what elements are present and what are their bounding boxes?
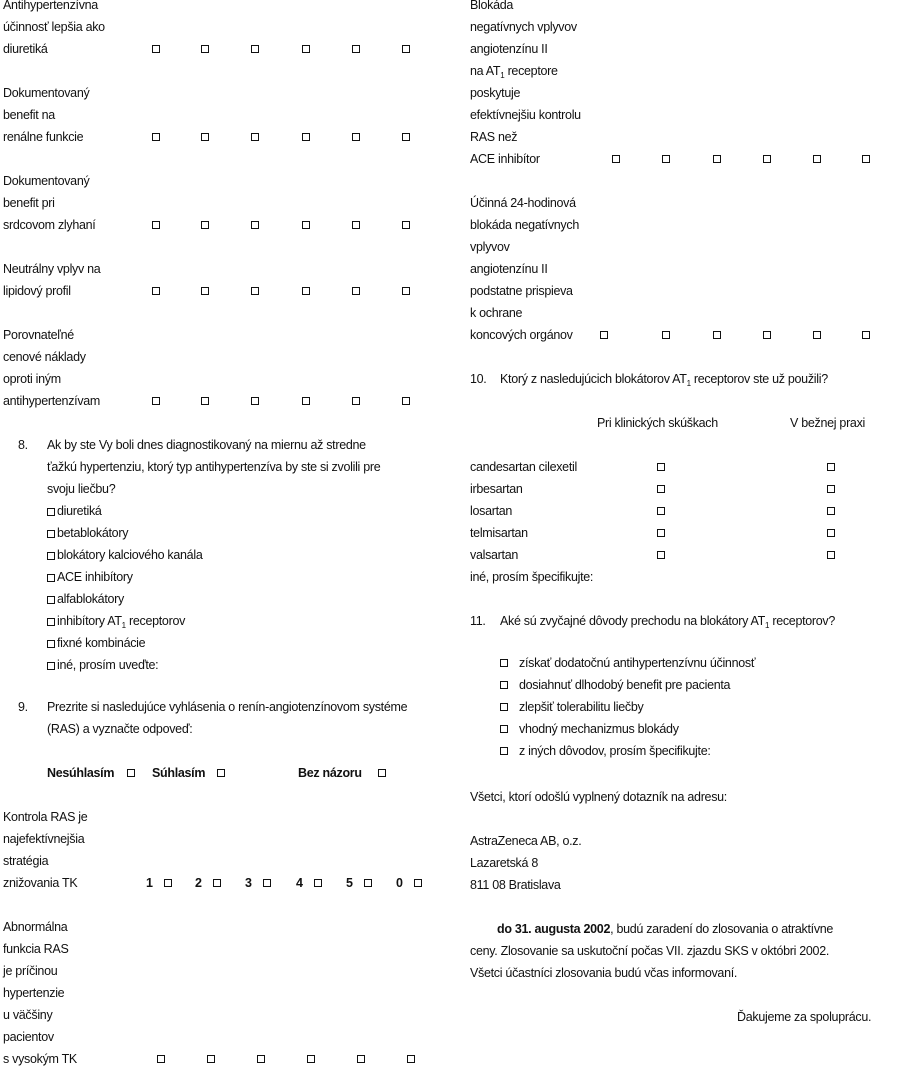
statement-line: Neutrálny vplyv na bbox=[3, 262, 101, 276]
rating-checkbox[interactable] bbox=[302, 45, 310, 53]
q10-col-trials: Pri klinických skúškach bbox=[597, 416, 718, 430]
q11-option-label: z iných dôvodov, prosím špecifikujte: bbox=[519, 744, 711, 758]
scale-neutral-label: Bez názoru bbox=[298, 766, 362, 780]
practice-checkbox[interactable] bbox=[827, 463, 835, 471]
statement-text: blokáda negatívnych bbox=[470, 218, 579, 232]
statement-line bbox=[470, 0, 581, 16]
q11-number: 11. bbox=[470, 614, 486, 628]
rating-checkbox[interactable] bbox=[302, 287, 310, 295]
scale-number: 3 bbox=[245, 876, 252, 890]
q8-option-checkbox[interactable] bbox=[47, 574, 55, 582]
rating-checkbox[interactable] bbox=[251, 133, 259, 141]
rating-checkbox[interactable] bbox=[152, 287, 160, 295]
trial-checkbox[interactable] bbox=[657, 507, 665, 515]
statement-line: Abnormálna bbox=[3, 920, 68, 934]
statement-line: Kontrola RAS je bbox=[3, 810, 88, 824]
rating-checkbox[interactable] bbox=[251, 45, 259, 53]
address-line-2: Lazaretská 8 bbox=[470, 856, 538, 870]
address-line-1: AstraZeneca AB, o.z. bbox=[470, 834, 582, 848]
scale-checkbox[interactable] bbox=[364, 879, 372, 887]
q8-option-checkbox[interactable] bbox=[47, 596, 55, 604]
q8-option bbox=[47, 500, 102, 522]
q8-option-label: betablokátory bbox=[57, 526, 129, 540]
drug-name: irbesartan bbox=[470, 482, 523, 496]
statement-line: benefit na bbox=[3, 108, 55, 122]
statement-line bbox=[470, 258, 579, 280]
rating-checkbox[interactable] bbox=[352, 221, 360, 229]
rating-checkbox[interactable] bbox=[862, 331, 870, 339]
statement-line: s vysokým TK bbox=[3, 1052, 77, 1066]
rating-checkbox[interactable] bbox=[251, 397, 259, 405]
rating-checkbox[interactable] bbox=[307, 1055, 315, 1063]
q11-option-label: vhodný mechanizmus blokády bbox=[519, 722, 679, 736]
statement-line bbox=[470, 324, 579, 346]
q8-option bbox=[47, 632, 145, 654]
practice-checkbox[interactable] bbox=[827, 551, 835, 559]
statement-line: Porovnateľné bbox=[3, 328, 74, 342]
scale-number: 5 bbox=[346, 876, 353, 890]
statement-line: stratégia bbox=[3, 854, 49, 868]
statement-line: antihypertenzívam bbox=[3, 394, 101, 408]
q8-option-checkbox[interactable] bbox=[47, 530, 55, 538]
drug-name: losartan bbox=[470, 504, 513, 518]
statement-line: Dokumentovaný bbox=[3, 174, 90, 188]
send-note: Všetci, ktorí odošlú vyplnený dotazník na adresu: bbox=[470, 790, 727, 804]
statement-text: angiotenzínu II bbox=[470, 262, 548, 276]
q9-statement-1 bbox=[3, 806, 87, 894]
trial-checkbox[interactable] bbox=[657, 529, 665, 537]
q9-line-2: (RAS) a vyznačte odpoveď: bbox=[47, 722, 193, 736]
rating-checkbox[interactable] bbox=[813, 331, 821, 339]
q11-option-checkbox[interactable] bbox=[500, 659, 508, 667]
scale-checkbox[interactable] bbox=[414, 879, 422, 887]
q8-option-subscript: 1 bbox=[121, 621, 126, 630]
q8-option-checkbox[interactable] bbox=[47, 508, 55, 516]
statement-line: oproti iným bbox=[3, 372, 61, 386]
rating-checkbox[interactable] bbox=[152, 133, 160, 141]
statement-text: negatívnych vplyvov bbox=[470, 20, 577, 34]
draw-deadline: do 31. augusta 2002 bbox=[497, 922, 611, 936]
scale-checkbox[interactable] bbox=[213, 879, 221, 887]
scale-disagree-checkbox[interactable] bbox=[127, 769, 135, 777]
rating-checkbox[interactable] bbox=[662, 331, 670, 339]
q11-option-checkbox[interactable] bbox=[500, 747, 508, 755]
rating-checkbox[interactable] bbox=[402, 287, 410, 295]
rating-checkbox[interactable] bbox=[402, 133, 410, 141]
left-statement bbox=[3, 82, 89, 148]
statement-line: diuretiká bbox=[3, 42, 48, 56]
rating-checkbox[interactable] bbox=[257, 1055, 265, 1063]
scale-checkbox[interactable] bbox=[314, 879, 322, 887]
statement-line bbox=[470, 126, 581, 148]
statement-line bbox=[470, 236, 579, 258]
rating-checkbox[interactable] bbox=[207, 1055, 215, 1063]
drug-name: telmisartan bbox=[470, 526, 528, 540]
q10-col-practice: V bežnej praxi bbox=[790, 416, 866, 430]
rating-checkbox[interactable] bbox=[402, 397, 410, 405]
rating-checkbox[interactable] bbox=[201, 133, 209, 141]
statement-text: Blokáda bbox=[470, 0, 514, 12]
rating-checkbox[interactable] bbox=[201, 45, 209, 53]
scale-agree-label: Súhlasím bbox=[152, 766, 206, 780]
practice-checkbox[interactable] bbox=[827, 529, 835, 537]
statement-line bbox=[470, 148, 581, 170]
at-subscript: 1 bbox=[500, 71, 505, 80]
q11-option-checkbox[interactable] bbox=[500, 725, 508, 733]
right-statement bbox=[470, 0, 581, 170]
statement-line: najefektívnejšia bbox=[3, 832, 85, 846]
rating-checkbox[interactable] bbox=[600, 331, 608, 339]
rating-checkbox[interactable] bbox=[302, 221, 310, 229]
q8-option-label: iné, prosím uveďte: bbox=[57, 658, 159, 672]
rating-checkbox[interactable] bbox=[402, 45, 410, 53]
statement-line bbox=[470, 280, 579, 302]
scale-number: 0 bbox=[396, 876, 403, 890]
scale-number: 4 bbox=[296, 876, 303, 890]
statement-text: poskytuje bbox=[470, 86, 521, 100]
address-line-3: 811 08 Bratislava bbox=[470, 878, 561, 892]
q8-option bbox=[47, 544, 202, 566]
left-statement bbox=[3, 170, 95, 236]
q9-number: 9. bbox=[18, 700, 28, 714]
q8-option bbox=[47, 566, 133, 588]
q8-option-label: inhibítory AT bbox=[57, 614, 122, 628]
q8-option-label: ACE inhibítory bbox=[57, 570, 133, 584]
q10-question bbox=[500, 368, 828, 395]
q10-other: iné, prosím špecifikujte: bbox=[470, 570, 594, 584]
rating-checkbox[interactable] bbox=[763, 331, 771, 339]
left-statement bbox=[3, 324, 100, 412]
statement-text: angiotenzínu II bbox=[470, 42, 548, 56]
statement-line bbox=[470, 214, 579, 236]
statement-text: podstatne prispieva bbox=[470, 284, 573, 298]
statement-line bbox=[470, 302, 579, 324]
q11-option-checkbox[interactable] bbox=[500, 703, 508, 711]
statement-line: srdcovom zlyhaní bbox=[3, 218, 96, 232]
statement-text: vplyvov bbox=[470, 240, 510, 254]
rating-checkbox[interactable] bbox=[201, 221, 209, 229]
scale-disagree-label: Nesúhlasím bbox=[47, 766, 115, 780]
q8-option bbox=[47, 588, 124, 610]
practice-checkbox[interactable] bbox=[827, 485, 835, 493]
trial-checkbox[interactable] bbox=[657, 485, 665, 493]
q8-option-suffix: receptorov bbox=[125, 614, 186, 628]
draw-line-3: Všetci účastníci zlosovania budú včas informovaní. bbox=[470, 966, 738, 980]
statement-line bbox=[470, 82, 581, 104]
scale-neutral-checkbox[interactable] bbox=[378, 769, 386, 777]
q11-option-label: dosiahnuť dlhodobý benefit pre pacienta bbox=[519, 678, 731, 692]
left-statement bbox=[3, 258, 100, 302]
rating-checkbox[interactable] bbox=[813, 155, 821, 163]
statement-line: účinnosť lepšia ako bbox=[3, 20, 105, 34]
q8-option-checkbox[interactable] bbox=[47, 662, 55, 670]
q8-line-1: Ak by ste Vy boli dnes diagnostikovaný na miernu až stredne bbox=[47, 438, 366, 452]
q11-question bbox=[500, 610, 835, 637]
thanks: Ďakujeme za spoluprácu. bbox=[737, 1010, 872, 1024]
q10-number: 10. bbox=[470, 372, 487, 386]
rating-checkbox[interactable] bbox=[152, 45, 160, 53]
draw-line-1-rest: , budú zaradení do zlosovania o atraktívne bbox=[610, 922, 834, 936]
statement-line: znižovania TK bbox=[3, 876, 78, 890]
practice-checkbox[interactable] bbox=[827, 507, 835, 515]
rating-checkbox[interactable] bbox=[352, 397, 360, 405]
scale-number: 2 bbox=[195, 876, 202, 890]
rating-checkbox[interactable] bbox=[862, 155, 870, 163]
rating-checkbox[interactable] bbox=[713, 331, 721, 339]
statement-text: efektívnejšiu kontrolu bbox=[470, 108, 581, 122]
statement-line: je príčinou bbox=[3, 964, 58, 978]
q8-line-3: svoju liečbu? bbox=[47, 482, 116, 496]
q10-text-after: receptorov ste už použili? bbox=[690, 372, 828, 386]
statement-line: cenové náklady bbox=[3, 350, 86, 364]
draw-line-2: ceny. Zlosovanie sa uskutoční počas VII. zjazdu SKS v októbri 2002. bbox=[470, 944, 830, 958]
statement-line bbox=[470, 38, 581, 60]
right-statement bbox=[470, 192, 579, 346]
statement-line: Antihypertenzívna bbox=[3, 0, 98, 12]
rating-checkbox[interactable] bbox=[302, 397, 310, 405]
rating-checkbox[interactable] bbox=[201, 287, 209, 295]
q11-option-label: zlepšiť tolerabilitu liečby bbox=[519, 700, 644, 714]
rating-checkbox[interactable] bbox=[201, 397, 209, 405]
q11-option-label: získať dodatočnú antihypertenzívnu účinnosť bbox=[519, 656, 756, 670]
rating-checkbox[interactable] bbox=[402, 221, 410, 229]
rating-checkbox[interactable] bbox=[352, 45, 360, 53]
statement-text: na AT bbox=[470, 64, 501, 78]
statement-line bbox=[470, 104, 581, 126]
scale-number: 1 bbox=[146, 876, 153, 890]
left-statement bbox=[3, 0, 105, 60]
scale-checkbox[interactable] bbox=[164, 879, 172, 887]
rating-checkbox[interactable] bbox=[612, 155, 620, 163]
q8-option-label: fixné kombinácie bbox=[57, 636, 146, 650]
q11-text-before: Aké sú zvyčajné dôvody prechodu na blokátory AT bbox=[500, 614, 765, 628]
rating-checkbox[interactable] bbox=[251, 221, 259, 229]
rating-checkbox[interactable] bbox=[352, 133, 360, 141]
statement-line: funkcia RAS bbox=[3, 942, 69, 956]
statement-line: pacientov bbox=[3, 1030, 54, 1044]
q11-subscript: 1 bbox=[765, 621, 770, 630]
q11-option-checkbox[interactable] bbox=[500, 681, 508, 689]
rating-checkbox[interactable] bbox=[152, 221, 160, 229]
q10-text-before: Ktorý z nasledujúcich blokátorov AT bbox=[500, 372, 687, 386]
rating-checkbox[interactable] bbox=[251, 287, 259, 295]
q9-statement-2 bbox=[3, 916, 77, 1070]
q8-option bbox=[47, 654, 158, 676]
statement-text: k ochrane bbox=[470, 306, 523, 320]
rating-checkbox[interactable] bbox=[713, 155, 721, 163]
statement-line: lipidový profil bbox=[3, 284, 71, 298]
statement-text: RAS než bbox=[470, 130, 518, 144]
rating-checkbox[interactable] bbox=[302, 133, 310, 141]
statement-line: Dokumentovaný bbox=[3, 86, 90, 100]
rating-checkbox[interactable] bbox=[157, 1055, 165, 1063]
statement-text: koncových orgánov bbox=[470, 328, 573, 342]
q9-line-1: Prezrite si nasledujúce vyhlásenia o renín-angiotenzínovom systéme bbox=[47, 700, 408, 714]
statement-line: renálne funkcie bbox=[3, 130, 84, 144]
q8-option-checkbox[interactable] bbox=[47, 552, 55, 560]
rating-checkbox[interactable] bbox=[662, 155, 670, 163]
q11-text-after: receptorov? bbox=[769, 614, 836, 628]
trial-checkbox[interactable] bbox=[657, 551, 665, 559]
drug-name: valsartan bbox=[470, 548, 519, 562]
q8-line-2: ťažkú hypertenziu, ktorý typ antihypertenzíva by ste si zvolili pre bbox=[47, 460, 381, 474]
q8-number: 8. bbox=[18, 438, 28, 452]
q8-option-label: diuretiká bbox=[57, 504, 102, 518]
q10-subscript: 1 bbox=[686, 379, 691, 388]
statement-line bbox=[470, 16, 581, 38]
statement-line bbox=[470, 192, 579, 214]
scale-agree-checkbox[interactable] bbox=[217, 769, 225, 777]
drug-name: candesartan cilexetil bbox=[470, 460, 577, 474]
scale-checkbox[interactable] bbox=[263, 879, 271, 887]
rating-checkbox[interactable] bbox=[152, 397, 160, 405]
q8-option-checkbox[interactable] bbox=[47, 618, 55, 626]
statement-line: benefit pri bbox=[3, 196, 55, 210]
at-suffix: receptore bbox=[504, 64, 558, 78]
rating-checkbox[interactable] bbox=[407, 1055, 415, 1063]
statement-text: ACE inhibítor bbox=[470, 152, 540, 166]
q8-option-label: alfablokátory bbox=[57, 592, 124, 606]
q8-option-label: blokátory kalciového kanála bbox=[57, 548, 203, 562]
q8-option bbox=[47, 522, 128, 544]
rating-checkbox[interactable] bbox=[352, 287, 360, 295]
q8-option-checkbox[interactable] bbox=[47, 640, 55, 648]
draw-line-1 bbox=[497, 918, 833, 940]
rating-checkbox[interactable] bbox=[763, 155, 771, 163]
statement-line bbox=[470, 60, 581, 82]
rating-checkbox[interactable] bbox=[357, 1055, 365, 1063]
trial-checkbox[interactable] bbox=[657, 463, 665, 471]
statement-line: hypertenzie bbox=[3, 986, 65, 1000]
statement-text: Účinná 24-hodinová bbox=[470, 196, 576, 210]
statement-line: u väčšiny bbox=[3, 1008, 53, 1022]
